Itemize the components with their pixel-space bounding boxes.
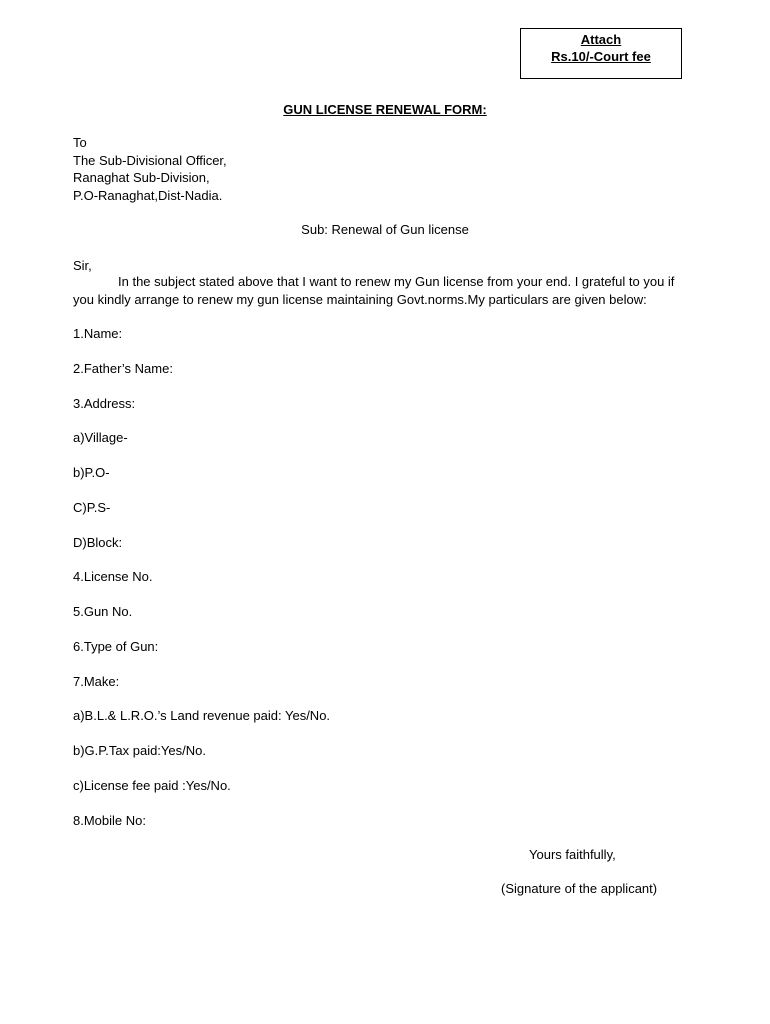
field-type-of-gun: 6.Type of Gun: [73,638,159,654]
field-address: 3.Address: [73,395,136,411]
subject-line: Sub: Renewal of Gun license [301,222,469,237]
closing-line: Yours faithfully, [529,847,616,862]
court-fee-attach-label: Attach [580,32,622,47]
recipient-address [73,134,227,204]
field-gp-tax: b)G.P.Tax paid:Yes/No. [73,743,206,758]
signature-line: (Signature of the applicant) [501,881,658,896]
field-license-fee: c)License fee paid :Yes/No. [73,777,231,793]
field-fathers-name: 2.Father’s Name: [73,360,173,376]
field-name: 1.Name: [73,326,123,341]
field-post-office: b)P.O- [73,465,110,480]
field-make: 7.Make: [73,673,120,689]
address-officer: The Sub-Divisional Officer, [73,152,227,168]
court-fee-box [520,28,682,79]
particulars-list [73,325,330,846]
field-village: a)Village- [73,430,128,446]
field-mobile-no: 8.Mobile No: [73,812,146,828]
field-police-station: C)P.S- [73,499,111,515]
body-paragraph: In the subject stated above that I want to renew my Gun license from your end. I grateful to you if you kindly arrange to renew my gun license maintaining Govt.norms.My particulars are given below: [73,274,675,307]
salutation: Sir, [73,258,92,273]
field-land-revenue: a)B.L.& L.R.O.’s Land revenue paid: Yes/No. [73,708,331,724]
field-license-no: 4.License No. [73,569,153,585]
court-fee-amount-label: Rs.10/-Court fee [551,49,651,64]
address-subdivision: Ranaghat Sub-Division, [73,170,210,185]
form-title: GUN LICENSE RENEWAL FORM: [283,102,487,117]
address-to: To [73,135,87,150]
field-gun-no: 5.Gun No. [73,604,133,619]
address-post: P.O-Ranaghat,Dist-Nadia. [73,187,223,203]
field-block: D)Block: [73,534,123,550]
